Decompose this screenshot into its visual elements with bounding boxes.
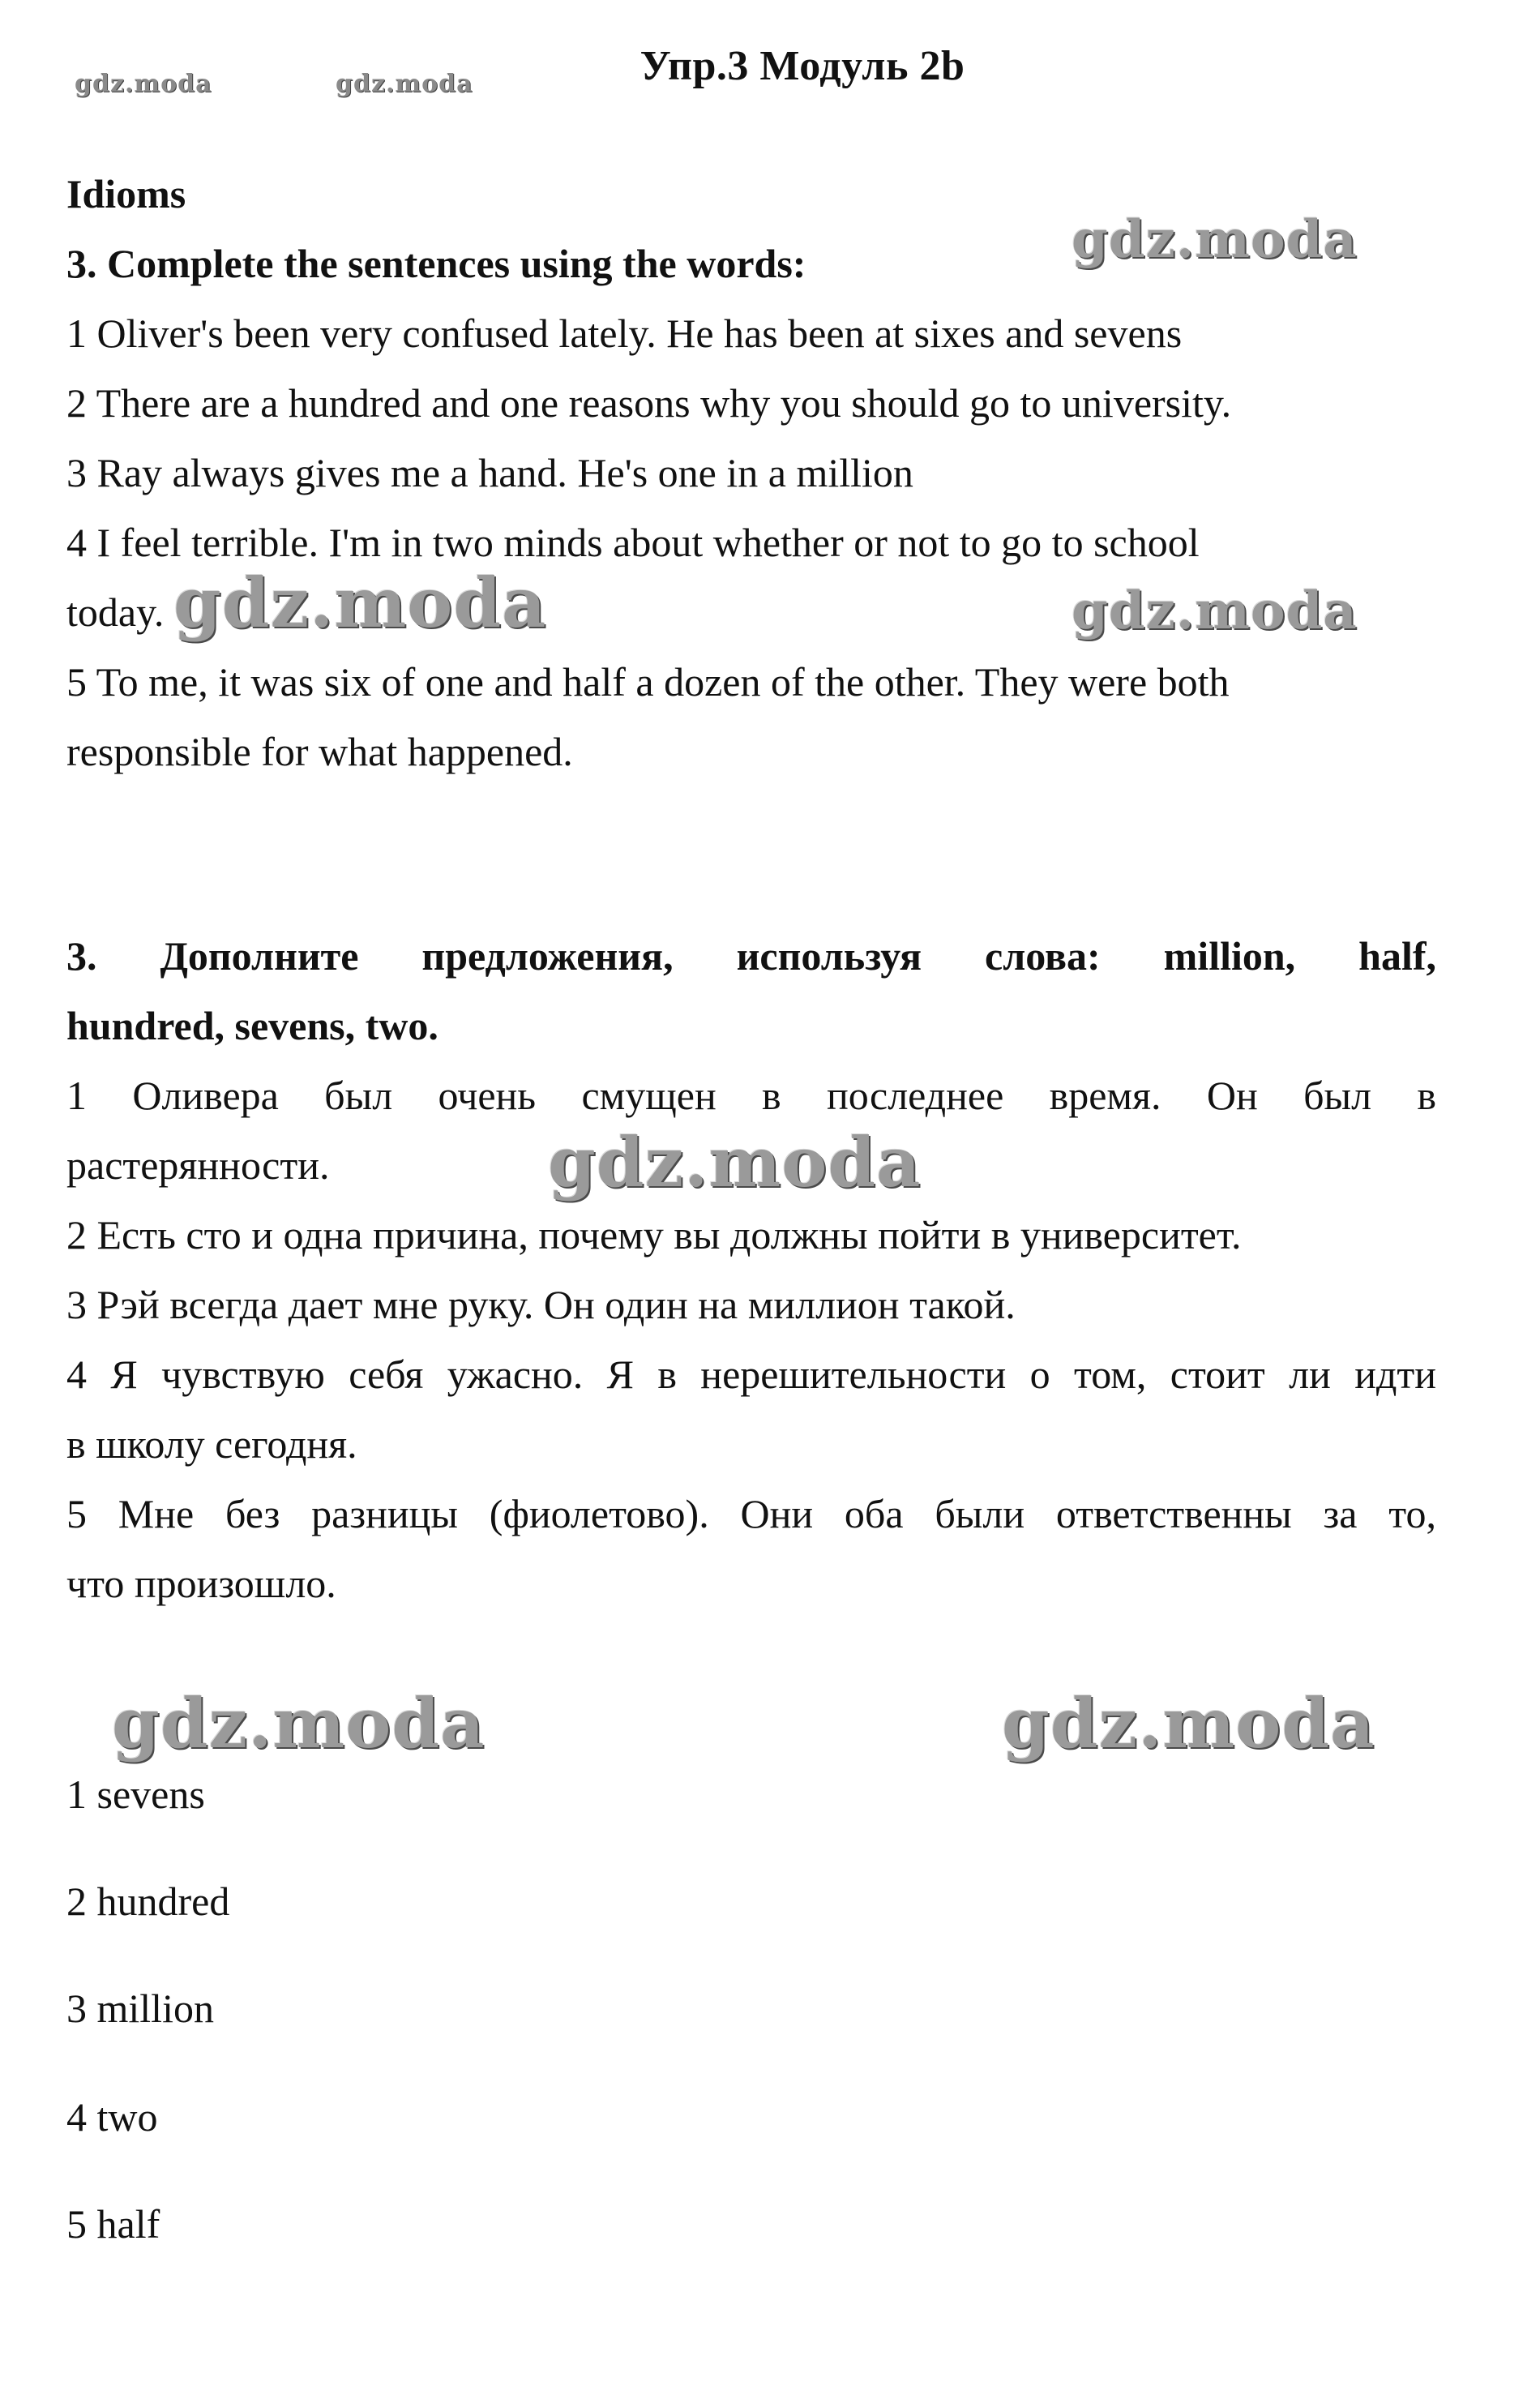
answer-3: 3 million	[66, 1986, 214, 2031]
sentence-en-5: 5 To me, it was six of one and half a dozen of the other. They were both	[66, 659, 1230, 705]
page-title: Упр.3 Модуль 2b	[640, 43, 965, 89]
sentence-ru-2: 2 Есть сто и одна причина, почему вы должны пойти в университет.	[66, 1212, 1242, 1257]
watermark-small-left: gdz.moda	[75, 70, 212, 98]
watermark: gdz.moda	[173, 563, 547, 643]
answer-5: 5 half	[66, 2201, 160, 2247]
watermark-small-right: gdz.moda	[336, 70, 473, 98]
watermark: gdz.moda	[1002, 1683, 1375, 1763]
sentence-ru-1-cont: растерянности.	[66, 1142, 330, 1188]
task-instruction-en: 3. Complete the sentences using the words:	[66, 241, 806, 286]
sentence-ru-3: 3 Рэй всегда дает мне руку. Он один на миллион такой.	[66, 1282, 1016, 1327]
sentence-en-5-cont: responsible for what happened.	[66, 729, 573, 774]
answer-1: 1 sevens	[66, 1772, 205, 1817]
answer-2: 2 hundred	[66, 1879, 230, 1924]
sentence-ru-5-cont: что произошло.	[66, 1561, 336, 1606]
watermark: gdz.moda	[548, 1122, 922, 1202]
sentence-en-4-cont: today.	[66, 589, 165, 635]
sentence-en-4: 4 I feel terrible. I'm in two minds about whether or not to go to school	[66, 520, 1200, 565]
watermark: gdz.moda	[112, 1683, 486, 1763]
task-instruction-ru-line2: hundred, sevens, two.	[66, 1003, 438, 1048]
sentence-ru-1: 1 Оливера был очень смущен в последнее время. Он был в	[66, 1073, 1436, 1118]
sentence-en-1: 1 Oliver's been very confused lately. He has been at sixes and sevens	[66, 311, 1183, 356]
watermark: gdz.moda	[1072, 581, 1358, 641]
sentence-ru-4: 4 Я чувствую себя ужасно. Я в нерешительности о том, стоит ли идти	[66, 1352, 1436, 1397]
sentence-ru-4-cont: в школу сегодня.	[66, 1421, 357, 1467]
sentence-en-2: 2 There are a hundred and one reasons why you should go to university.	[66, 380, 1232, 426]
watermark: gdz.moda	[1072, 209, 1358, 270]
answer-4: 4 two	[66, 2094, 158, 2140]
sentence-ru-5: 5 Мне без разницы (фиолетово). Они оба были ответственны за то,	[66, 1491, 1436, 1536]
task-instruction-ru-line1: 3. Дополните предложения, используя слова: million, half,	[66, 933, 1436, 979]
sentence-en-3: 3 Ray always gives me a hand. He's one in a million	[66, 450, 913, 495]
section-heading: Idioms	[66, 171, 186, 216]
